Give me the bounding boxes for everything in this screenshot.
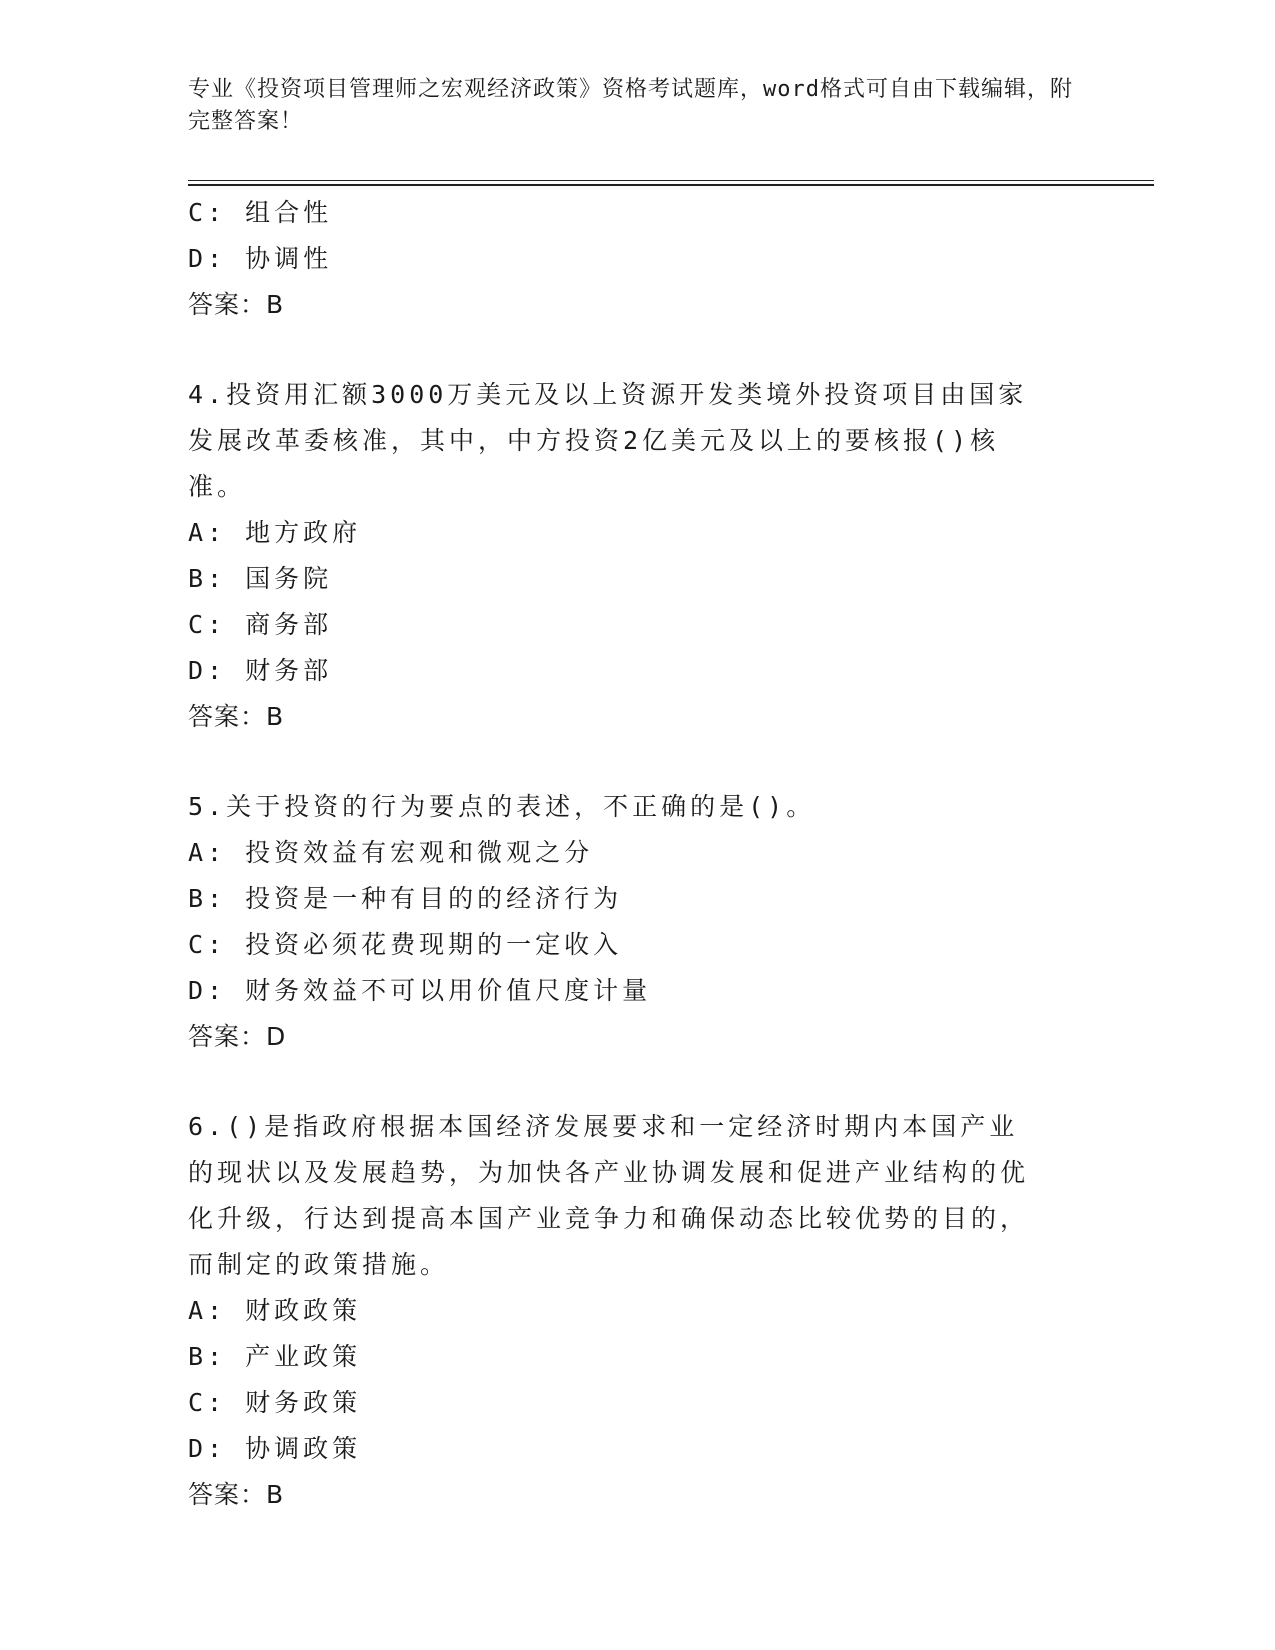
option-d: D: 财务效益不可以用价值尺度计量 <box>188 976 652 1005</box>
option-c: C: 投资必须花费现期的一定收入 <box>188 930 623 959</box>
option-a: A: 投资效益有宏观和微观之分 <box>188 838 594 867</box>
option-c: C: 财务政策 <box>188 1388 362 1417</box>
option-b: B: 国务院 <box>188 564 333 593</box>
question-stem: 4.投资用汇额3000万美元及以上资源开发类境外投资项目由国家发展改革委核准，其中，中方投资2亿美元及以上的要核报()核准。 <box>188 380 1028 501</box>
option-a: A: 地方政府 <box>188 518 362 547</box>
option-b: B: 产业政策 <box>188 1342 362 1371</box>
header-divider-thin <box>188 180 1154 181</box>
option-c: C: 商务部 <box>188 610 333 639</box>
answer-line: 答案：B <box>188 1480 285 1509</box>
question-list <box>188 190 1088 1518</box>
option-c: C: 组合性 <box>188 198 333 227</box>
question-5 <box>188 784 1088 1060</box>
question-stem: 5.关于投资的行为要点的表述，不正确的是()。 <box>188 792 816 821</box>
option-a: A: 财政政策 <box>188 1296 362 1325</box>
option-d: D: 协调政策 <box>188 1434 362 1463</box>
option-b: B: 投资是一种有目的的经济行为 <box>188 884 623 913</box>
answer-line: 答案：D <box>188 1022 287 1051</box>
answer-line: 答案：B <box>188 702 285 731</box>
question-4 <box>188 372 1088 740</box>
header-divider-thick <box>188 184 1154 186</box>
option-d: D: 协调性 <box>188 244 333 273</box>
page-header: 专业《投资项目管理师之宏观经济政策》资格考试题库，word格式可自由下载编辑，附完整答案！ <box>188 77 1073 134</box>
answer-line: 答案：B <box>188 290 285 319</box>
question-6 <box>188 1104 1088 1518</box>
question-partial <box>188 190 1088 328</box>
question-stem: 6.()是指政府根据本国经济发展要求和一定经济时期内本国产业的现状以及发展趋势，为加快各产业协调发展和促进产业结构的优化升级，行达到提高本国产业竞争力和确保动态比较优势的目的，而制定的政策措施。 <box>188 1112 1030 1279</box>
option-d: D: 财务部 <box>188 656 333 685</box>
